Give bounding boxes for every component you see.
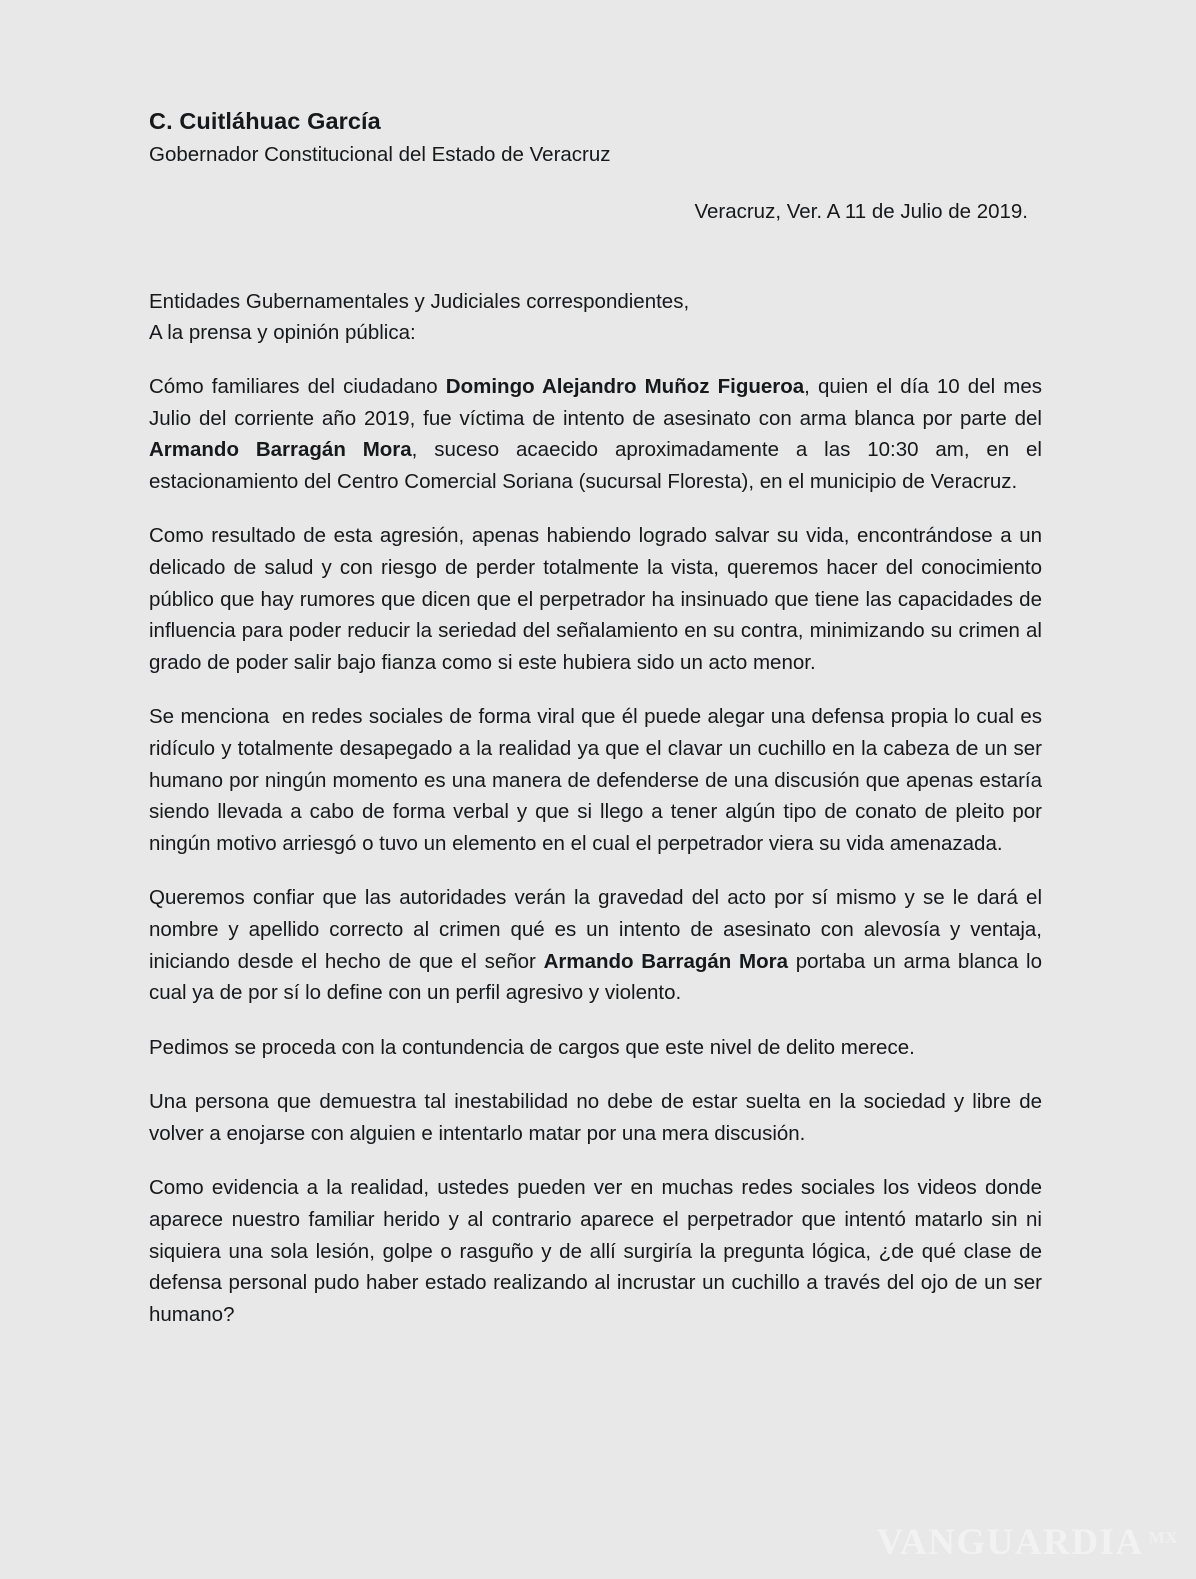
body-paragraph: [149, 371, 1048, 497]
paragraph-text-run: Cómo familiares del ciudadano: [149, 375, 446, 398]
body-paragraph: [149, 882, 1048, 1008]
paragraph-text-run: Una persona que demuestra tal inestabilidad no debe de estar suelta en la sociedad y libre de volver a enojarse con alguien e intentarlo matar por una mera discusión.: [149, 1090, 1048, 1145]
paragraph-text-run: Se menciona en redes sociales de forma viral que él puede alegar una defensa propia lo cual es ridículo y totalmente desapegado a la realidad ya que el clavar un cuchillo en la cabeza de un ser humano por ningún momento es una manera de defenderse de una discusión que apenas estaría siendo llevada a cabo de forma verbal y que si llego a tener algún tipo de conato de pleito por ningún motivo arriesgó o tuvo un elemento en el cual el perpetrador viera su vida amenazada.: [149, 705, 1048, 855]
emphasized-name: Armando Barragán Mora: [543, 949, 788, 973]
paragraph-text-run: Queremos confiar que las autoridades verán la gravedad del acto por sí mismo y se le dará el nombre y apellido correcto al crimen qué es un intento de asesinato con alevosía y ventaja, iniciando desde el hecho de que el señor: [149, 886, 1048, 973]
document-content-column: [149, 0, 1048, 1579]
paragraph-text-run: portaba un arma blanca lo cual ya de por sí lo define con un perfil agresivo y violento.: [149, 949, 1048, 1005]
body-paragraph: [149, 1032, 1042, 1064]
watermark-main-text: VANGUARDIA: [876, 1522, 1144, 1563]
recipient-name: C. Cuitláhuac García: [149, 108, 381, 134]
paragraph-text-run: , suceso acaecido aproximadamente a las 10:30 am, en el estacionamiento del Centro Comercial Soriana (sucursal Floresta), en el municipio de Veracruz.: [149, 438, 1048, 493]
letter-body: [149, 371, 1048, 1330]
body-paragraph: [149, 1172, 1048, 1330]
emphasized-name: Domingo Alejandro Muñoz Figueroa: [445, 375, 805, 398]
letterhead: [149, 106, 1042, 169]
watermark-suffix-text: MX: [1148, 1528, 1178, 1547]
paragraph-text-run: Como evidencia a la realidad, ustedes pueden ver en muchas redes sociales los videos donde aparece nuestro familiar herido y al contrario aparece el perpetrador que intentó matarlo sin ni siquiera una sola lesión, golpe o rasguño y de allí surgiría la pregunta lógica, ¿de qué clase de defensa personal pudo haber estado realizando al incrustar un cuchillo a través del ojo de un ser humano?: [149, 1176, 1048, 1326]
recipient-title: Gobernador Constitucional del Estado de Veracruz: [149, 143, 611, 166]
paragraph-text-run: Como resultado de esta agresión, apenas habiendo logrado salvar su vida, encontrándose a un delicado de salud y con riesgo de perder totalmente la vista, queremos hacer del conocimiento público que hay rumores que dicen que el perpetrador ha insinuado que tiene las capacidades de influencia para poder reducir la seriedad del señalamiento en su contra, minimizando su crimen al grado de poder salir bajo fianza como si este hubiera sido un acto menor.: [149, 524, 1048, 674]
paragraph-text-run: Pedimos se proceda con la contundencia de cargos que este nivel de delito merece.: [149, 1035, 915, 1059]
dateline-text: Veracruz, Ver. A 11 de Julio de 2019.: [694, 200, 1028, 223]
paragraph-text-run: , quien el día 10 del mes Julio del corriente año 2019, fue víctima de intento de asesinato con arma blanca por parte del: [149, 375, 1048, 430]
salutation: [149, 286, 1042, 348]
salutation-line-1: Entidades Gubernamentales y Judiciales correspondientes,: [149, 290, 690, 313]
emphasized-name: Armando Barragán Mora: [149, 438, 412, 462]
salutation-line-2: A la prensa y opinión pública:: [149, 321, 416, 344]
body-paragraph: [149, 1086, 1048, 1149]
body-paragraph: [149, 520, 1048, 678]
body-paragraph: [149, 701, 1048, 859]
dateline: [149, 198, 1042, 226]
